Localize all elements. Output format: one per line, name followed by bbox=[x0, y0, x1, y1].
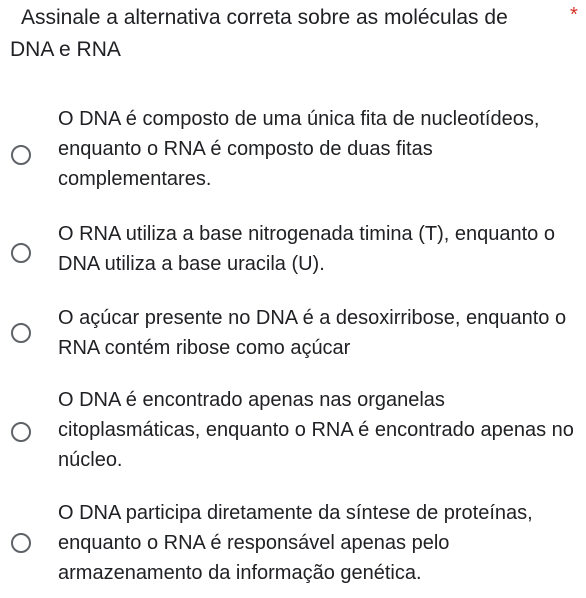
option-5[interactable] bbox=[0, 498, 586, 590]
radio-unchecked-icon[interactable] bbox=[11, 422, 31, 442]
option-3[interactable] bbox=[0, 303, 586, 365]
option-5-label: O DNA participa diretamente da síntese de proteínas, enquanto o RNA é responsável apenas pelo armazenamento da informação genética. bbox=[58, 502, 533, 584]
radio-unchecked-icon[interactable] bbox=[11, 533, 31, 553]
option-2-label: O RNA utiliza a base nitrogenada timina (T), enquanto o DNA utiliza a base uracila (U). bbox=[58, 223, 555, 275]
option-1[interactable] bbox=[0, 104, 586, 196]
option-3-label: O açúcar presente no DNA é a desoxirribose, enquanto o RNA contém ribose como açúcar bbox=[58, 307, 567, 359]
radio-unchecked-icon[interactable] bbox=[11, 243, 31, 263]
radio-unchecked-icon[interactable] bbox=[11, 323, 31, 343]
option-4[interactable] bbox=[0, 385, 586, 477]
radio-unchecked-icon[interactable] bbox=[11, 145, 31, 165]
option-1-label: O DNA é composto de uma única fita de nucleotídeos, enquanto o RNA é composto de duas fitas complementares. bbox=[58, 108, 540, 190]
option-4-label: O DNA é encontrado apenas nas organelas citoplasmáticas, enquanto o RNA é encontrado apenas no núcleo. bbox=[58, 389, 574, 471]
option-2[interactable] bbox=[0, 219, 586, 281]
question-title: Assinale a alternativa correta sobre as moléculas de DNA e RNA bbox=[10, 6, 508, 61]
required-asterisk: * bbox=[570, 4, 578, 26]
